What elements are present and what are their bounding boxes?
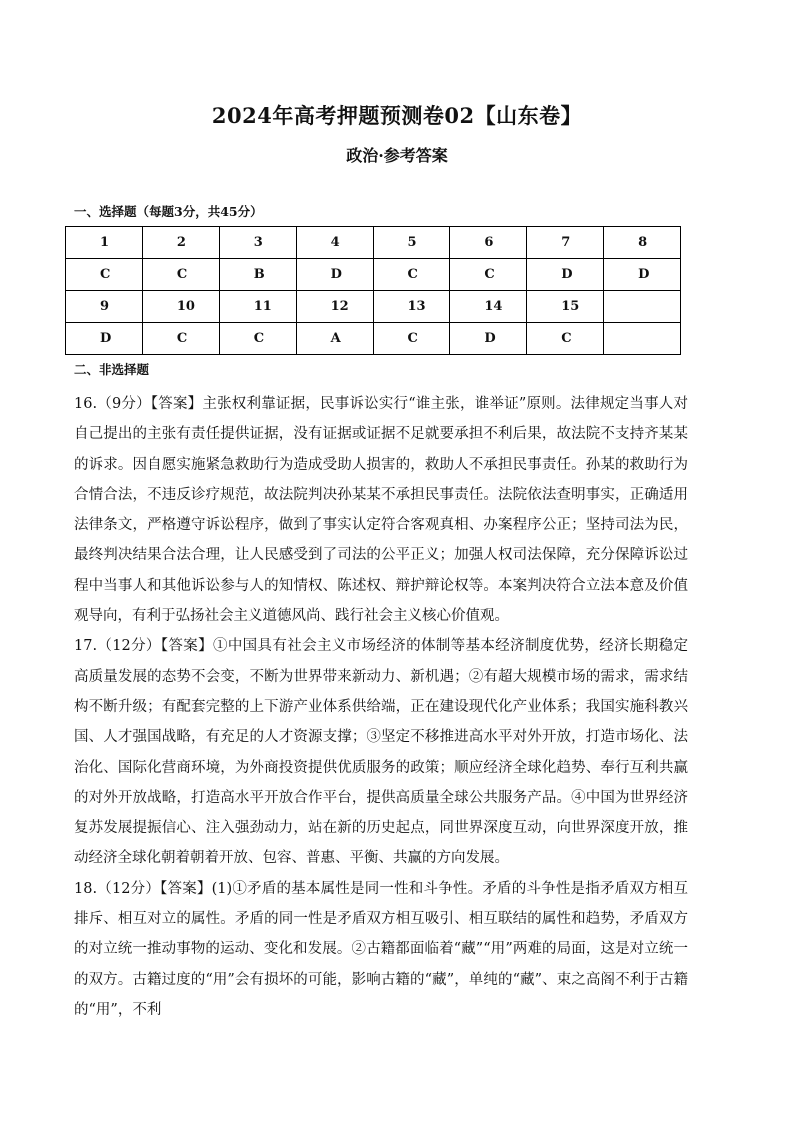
table-cell: B [219, 259, 296, 291]
table-cell: 4 [296, 227, 373, 259]
table-cell: 13 [373, 291, 450, 323]
document-title: 2024年高考押题预测卷02【山东卷】 [211, 103, 583, 128]
answer-table [65, 226, 681, 355]
table-cell: 1 [66, 227, 143, 259]
table-cell: C [373, 323, 450, 355]
table-cell: C [66, 259, 143, 291]
table-cell: 15 [527, 291, 604, 323]
table-cell: 14 [450, 291, 527, 323]
table-cell: 3 [219, 227, 296, 259]
table-row [66, 291, 681, 323]
table-cell: C [142, 323, 219, 355]
table-cell: 11 [219, 291, 296, 323]
table-cell: A [296, 323, 373, 355]
table-cell: 12 [296, 291, 373, 323]
table-cell: 7 [527, 227, 604, 259]
answer-label: 17.（12分）【答案】 [74, 638, 213, 655]
table-cell: 6 [450, 227, 527, 259]
table-cell: D [296, 259, 373, 291]
answer-text: 主张权利靠证据，民事诉讼实行“谁主张，谁举证”原则。法律规定当事人对自己提出的主张有责任提供证据，没有证据或证据不足就要承担不利后果，故法院不支持齐某某的诉求。因自愿实施紧急救助行为造成受助人损害的，救助人不承担民事责任。孙某的救助行为合情合法，不违反诊疗规范，故法院判决孙某某不承担民事责任。法院依法查明事实，正确适用法律条文，严格遵守诉讼程序，做到了事实认定符合客观真相、办案程序公正；坚持司法为民，最终判决结果合法合理，让人民感受到了司法的公平正义；加强人权司法保障，充分保障诉讼过程中当事人和其他诉讼参与人的知情权、陈述权、辩护辩论权等。本案判决符合立法本意及价值观导向，有利于弘扬社会主义道德风尚、践行社会主义核心价值观。 [74, 396, 688, 625]
answer-text: ①中国具有社会主义市场经济的体制等基本经济制度优势，经济长期稳定高质量发展的态势不会变，不断为世界带来新动力、新机遇；②有超大规模市场的需求，需求结构不断升级；有配套完整的上下游产业体系供给端，正在建设现代化产业体系；我国实施科教兴国、人才强国战略，有充足的人才资源支撑；③坚定不移推进高水平对外开放，打造市场化、法治化、国际化营商环境，为外商投资提供优质服务的政策；顺应经济全球化趋势、奉行互利共赢的对外开放战略，打造高水平开放合作平台，提供高质量全球公共服务产品。④中国为世界经济复苏发展提振信心、注入强劲动力，站在新的历史起点，同世界深度互动，向世界深度开放，推动经济全球化朝着朝着开放、包容、普惠、平衡、共赢的方向发展。 [74, 638, 688, 867]
table-cell: D [527, 259, 604, 291]
answer-label: 18.（12分）【答案】 [74, 880, 212, 897]
table-cell: 9 [66, 291, 143, 323]
table-cell [604, 323, 681, 355]
table-cell [604, 291, 681, 323]
answer-text: (1)①矛盾的基本属性是同一性和斗争性。矛盾的斗争性是指矛盾双方相互排斥、相互对立的属性。矛盾的同一性是矛盾双方相互吸引、相互联结的属性和趋势，矛盾双方的对立统一推动事物的运动、变化和发展。②古籍都面临着“藏”“用”两难的局面，这是对立统一的双方。古籍过度的“用”会有损坏的可能，影响古籍的“藏”，单纯的“藏”、束之高阁不利于古籍的“用”，不利 [74, 880, 688, 1018]
answer-label: 16.（9分）【答案】 [74, 396, 203, 412]
table-cell: C [527, 323, 604, 355]
table-cell: 8 [604, 227, 681, 259]
document-subtitle: 政治·参考答案 [346, 146, 448, 165]
table-cell: D [604, 259, 681, 291]
table-row [66, 227, 681, 259]
table-cell: 10 [142, 291, 219, 323]
section-heading-nonchoice: 二、非选择题 [74, 362, 150, 377]
answer-body [74, 389, 688, 1025]
table-cell: D [450, 323, 527, 355]
table-cell: 5 [373, 227, 450, 259]
table-cell: C [142, 259, 219, 291]
answer-17 [74, 631, 688, 873]
table-cell: C [219, 323, 296, 355]
table-cell: C [373, 259, 450, 291]
table-cell: D [66, 323, 143, 355]
table-cell: 2 [142, 227, 219, 259]
answer-16 [74, 389, 688, 631]
table-cell: C [450, 259, 527, 291]
section-heading-choice: 一、选择题（每题3分，共45分） [74, 204, 263, 219]
table-row [66, 323, 681, 355]
table-row [66, 259, 681, 291]
answer-18 [74, 874, 688, 1025]
